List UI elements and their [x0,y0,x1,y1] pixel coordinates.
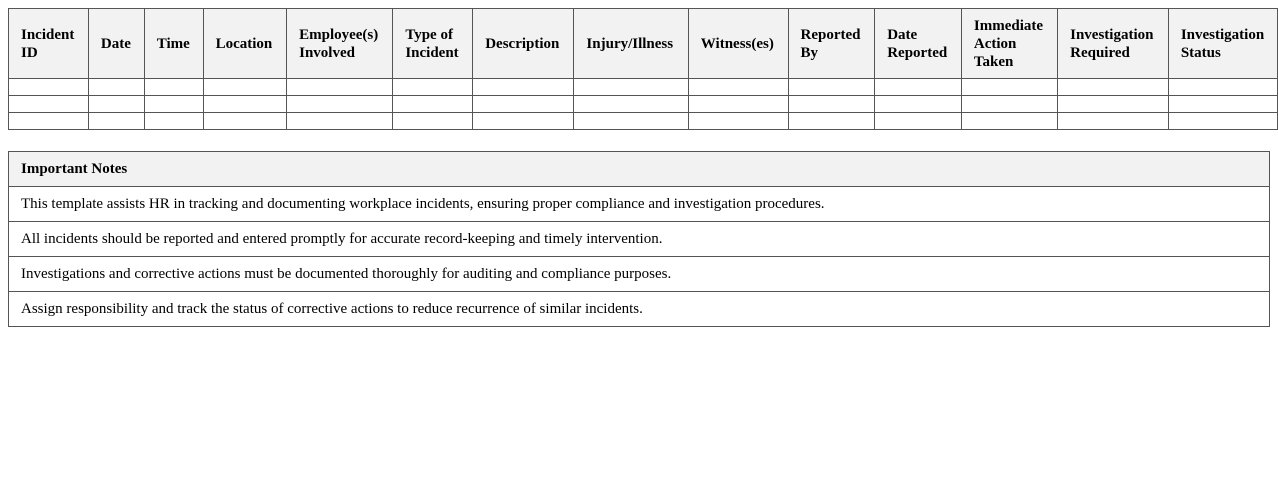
table-cell[interactable] [393,113,473,130]
table-cell[interactable] [144,113,203,130]
column-header-incident-id: Incident ID [9,9,89,79]
table-cell[interactable] [9,113,89,130]
note-row [9,222,1270,257]
table-cell[interactable] [144,79,203,96]
table-cell[interactable] [473,113,574,130]
table-cell[interactable] [875,113,962,130]
table-cell[interactable] [203,113,287,130]
column-header-time: Time [144,9,203,79]
column-header-immediate-action-taken: Immediate Action Taken [961,9,1057,79]
column-header-injury-illness: Injury/Illness [574,9,688,79]
table-cell[interactable] [1168,113,1277,130]
table-cell[interactable] [688,79,788,96]
notes-title: Important Notes [9,152,1270,187]
table-cell[interactable] [961,113,1057,130]
table-cell[interactable] [574,96,688,113]
table-cell[interactable] [1058,96,1169,113]
column-header-date-reported: Date Reported [875,9,962,79]
table-cell[interactable] [473,79,574,96]
column-header-description: Description [473,9,574,79]
table-header-row [9,9,1278,79]
table-cell[interactable] [88,113,144,130]
table-cell[interactable] [88,96,144,113]
table-cell[interactable] [875,96,962,113]
table-cell[interactable] [9,96,89,113]
table-row [9,96,1278,113]
column-header-reported-by: Reported By [788,9,875,79]
table-cell[interactable] [1168,79,1277,96]
note-item: Investigations and corrective actions must be documented thoroughly for auditing and compliance purposes. [9,257,1270,292]
table-cell[interactable] [287,113,393,130]
column-header-investigation-required: Investigation Required [1058,9,1169,79]
column-header-witnesses: Witness(es) [688,9,788,79]
table-cell[interactable] [9,79,89,96]
table-row [9,113,1278,130]
table-cell[interactable] [287,79,393,96]
table-cell[interactable] [203,79,287,96]
table-cell[interactable] [473,96,574,113]
note-item: All incidents should be reported and entered promptly for accurate record-keeping and timely intervention. [9,222,1270,257]
table-cell[interactable] [287,96,393,113]
important-notes-table [8,151,1270,327]
table-cell[interactable] [88,79,144,96]
table-cell[interactable] [144,96,203,113]
column-header-investigation-status: Investigation Status [1168,9,1277,79]
table-cell[interactable] [1058,79,1169,96]
table-cell[interactable] [393,79,473,96]
note-item: This template assists HR in tracking and documenting workplace incidents, ensuring proper compliance and investigation procedures. [9,187,1270,222]
notes-header-row [9,152,1270,187]
table-cell[interactable] [203,96,287,113]
column-header-employees-involved: Employee(s) Involved [287,9,393,79]
table-cell[interactable] [688,96,788,113]
column-header-type-of-incident: Type of Incident [393,9,473,79]
incident-log-table [8,8,1278,130]
note-row [9,257,1270,292]
table-cell[interactable] [1168,96,1277,113]
table-cell[interactable] [788,79,875,96]
note-row [9,187,1270,222]
table-row [9,79,1278,96]
table-cell[interactable] [1058,113,1169,130]
note-row [9,292,1270,327]
table-cell[interactable] [688,113,788,130]
table-cell[interactable] [875,79,962,96]
table-cell[interactable] [788,113,875,130]
table-cell[interactable] [961,96,1057,113]
table-cell[interactable] [574,79,688,96]
note-item: Assign responsibility and track the status of corrective actions to reduce recurrence of similar incidents. [9,292,1270,327]
table-cell[interactable] [788,96,875,113]
table-cell[interactable] [961,79,1057,96]
table-cell[interactable] [574,113,688,130]
table-cell[interactable] [393,96,473,113]
column-header-date: Date [88,9,144,79]
column-header-location: Location [203,9,287,79]
